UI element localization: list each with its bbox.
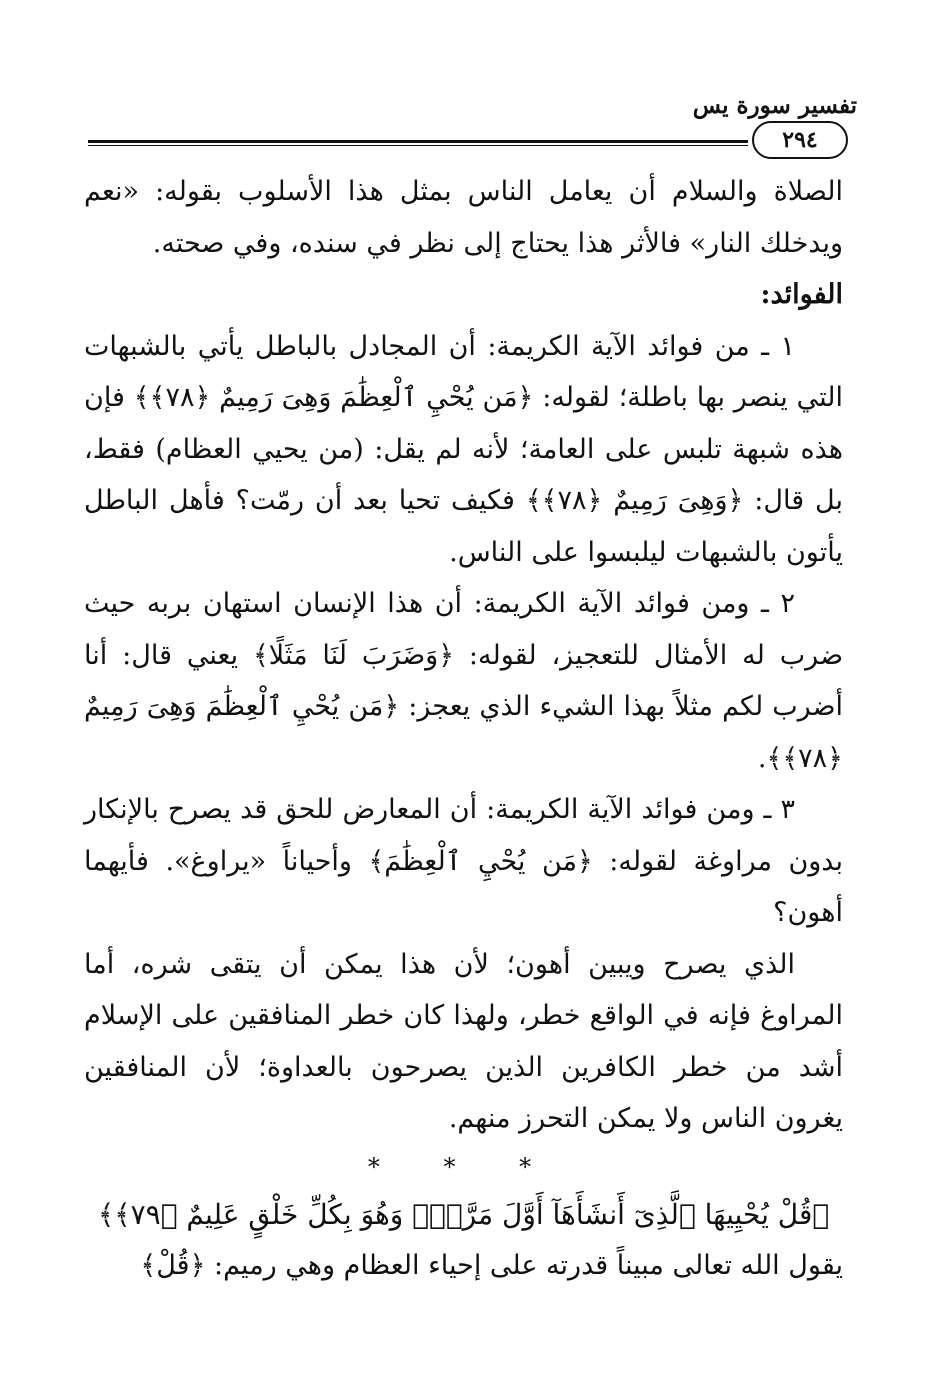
quran-verse: ﴿قُلْ يُحْيِيهَا ٱلَّذِىٓ أَنشَأَهَآ أَوَّلَ مَرَّةٍۖ وَهُوَ بِكُلِّ خَلْقٍ عَلِيمٌ ﴿٧٩﴾﴾	[97, 1197, 830, 1231]
section-heading: الفوائد:	[760, 279, 843, 310]
benefit-1: ١ ـ من فوائد الآية الكريمة: أن المجادل بالباطل يأتي بالشبهات التي ينصر بها باطلة؛ لقوله: ﴿مَن يُحْيِ ٱلْعِظَٰمَ وَهِىَ رَمِيمٌ ﴿٧٨﴾﴾ فإن هذه شبهة تلبس على العامة؛ لأنه لم يقل: (من يحيي العظام) فقط، بل قال: ﴿وَهِىَ رَمِيمٌ ﴿٧٨﴾﴾ فكيف تحيا بعد أن رمّت؟ فأهل الباطل يأتون بالشبهات ليلبسوا على الناس.	[84, 330, 843, 568]
running-header-title: تفسير سورة يس	[692, 92, 857, 119]
page-number: ٢٩٤	[752, 121, 848, 159]
body-text	[84, 166, 843, 1292]
header-rule	[88, 140, 748, 143]
benefit-2: ٢ ـ ومن فوائد الآية الكريمة: أن هذا الإنسان استهان بربه حيث ضرب له الأمثال للتعجيز، لقوله: ﴿وَضَرَبَ لَنَا مَثَلًا﴾ يعني قال: أنا أضرب لكم مثلاً بهذا الشيء الذي يعجز: ﴿مَن يُحْيِ ٱلْعِظَٰمَ وَهِىَ رَمِيمٌ ﴿٧٨﴾﴾.	[84, 588, 843, 774]
header-rule-thin	[88, 145, 748, 146]
closing-line: يقول الله تعالى مبيناً قدرته على إحياء العظام وهي رميم: ﴿قُلْ﴾	[140, 1250, 843, 1281]
paragraph-continuation: الصلاة والسلام أن يعامل الناس بمثل هذا الأسلوب بقوله: «نعم ويدخلك النار» فالأثر هذا يحتاج إلى نظر في سنده، وفي صحته.	[84, 176, 843, 259]
benefit-3: ٣ ـ ومن فوائد الآية الكريمة: أن المعارض للحق قد يصرح بالإنكار بدون مراوغة لقوله: ﴿مَن يُحْيِ ٱلْعِظَٰمَ﴾ وأحياناً «يراوغ». فأيهما أهون؟	[84, 794, 843, 928]
paragraph-explanation: الذي يصرح ويبين أهون؛ لأن هذا يمكن أن يتقى شره، أما المراوغ فإنه في الواقع خطر، ولهذا كان خطر المنافقين على الإسلام أشد من خطر الكافرين الذين يصرحون بالعداوة؛ لأن المنافقين يغرون الناس ولا يمكن التحرز منهم.	[84, 948, 843, 1134]
separator-stars: * * *	[367, 1152, 560, 1181]
